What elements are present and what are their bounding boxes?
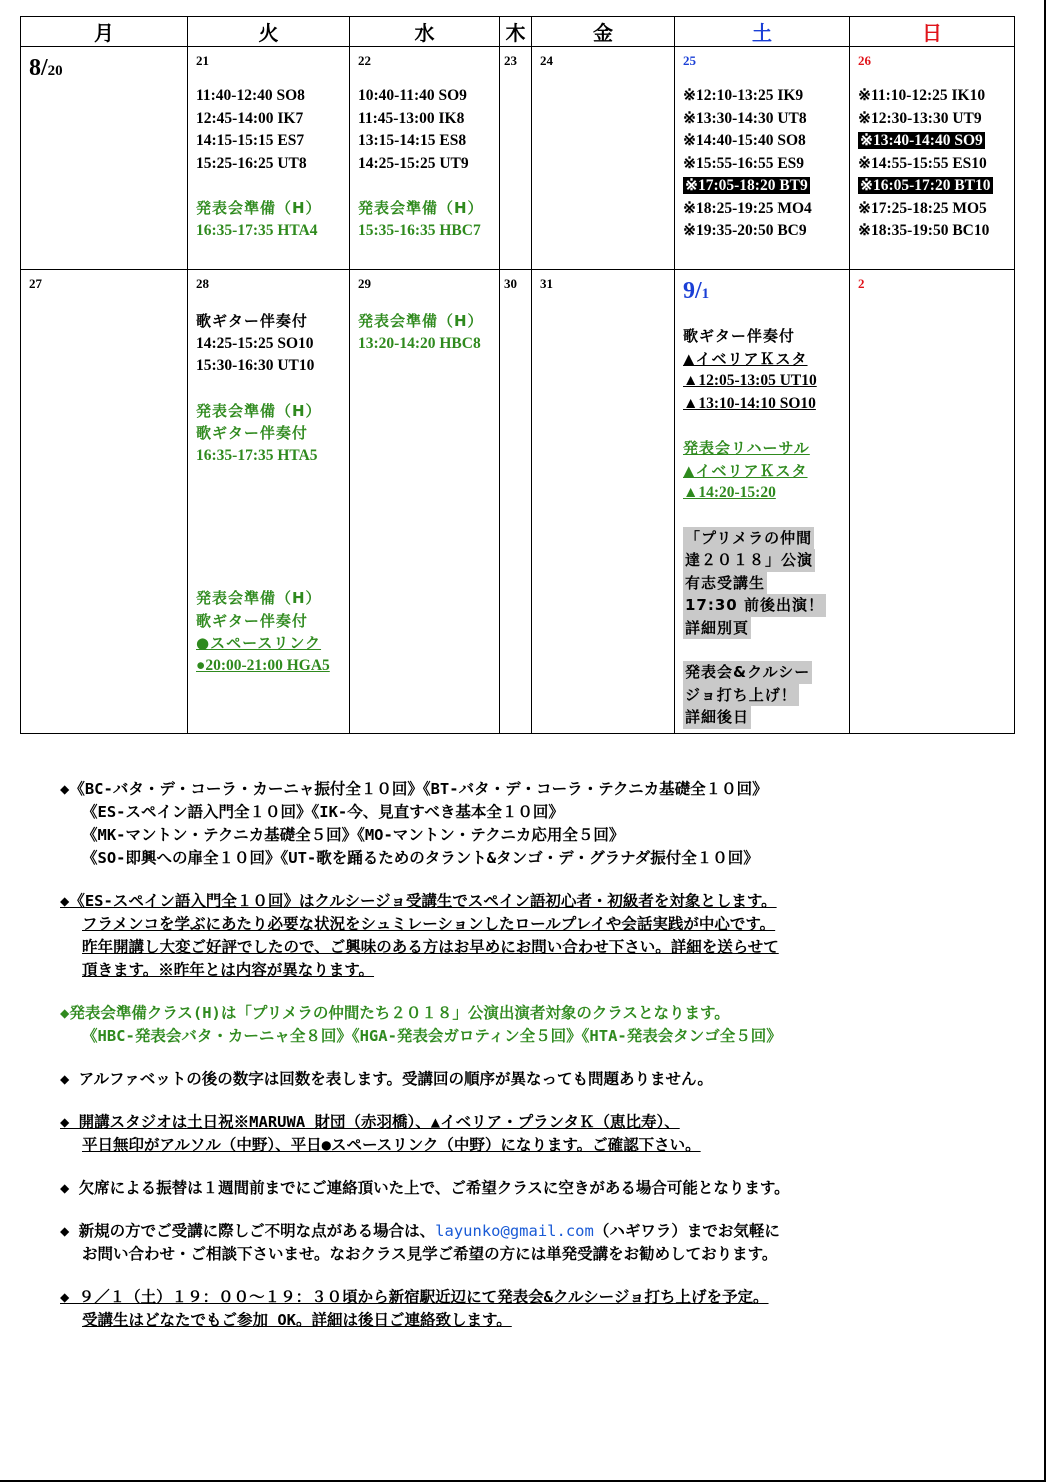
class-slot: 15:30-16:30 UT10 bbox=[196, 357, 315, 374]
day-cell-sep1 bbox=[675, 270, 850, 734]
day-number: 30 bbox=[504, 276, 517, 291]
class-slot: 12:45-14:00 IK7 bbox=[196, 109, 304, 127]
class-slot: ※17:25-18:25 MO5 bbox=[858, 199, 987, 217]
day-cell-aug25 bbox=[675, 47, 850, 270]
schedule-calendar bbox=[20, 16, 1015, 734]
note-makeup-classes: ◆ 欠席による振替は１週間前までにご連絡頂いた上で、ご希望クラスに空きがある場合可能となります。 bbox=[60, 1179, 790, 1197]
recital-prep-slot: 15:35-16:35 HBC7 bbox=[358, 221, 481, 239]
class-slot-highlighted: ※17:05-18:20 BT9 bbox=[685, 177, 808, 194]
class-slot: ※12:10-13:25 IK9 bbox=[683, 87, 804, 104]
header-wed: 水 bbox=[350, 17, 500, 47]
month-date-label: 8/20 bbox=[29, 55, 63, 81]
month-date-label: 9/1 bbox=[683, 278, 710, 304]
note-class-codes: ◆《BC-バタ・デ・コーラ・カーニャ振付全１０回》《BT-バタ・デ・コーラ・テクニカ基礎全１０回》 《ES-スペイン語入門全１０回》《IK-今、見直すべき基本全１０回》 《MK-マントン・テクニカ基礎全５回》《MO-マントン・テクニカ応用全５回》 《SO-即興への扉全１０回》《UT-歌を踊るためのタラント&タンゴ・デ・グラナダ振付全１０回》 bbox=[60, 780, 768, 867]
rehearsal-slot: ▲14:20-15:20 bbox=[683, 484, 776, 501]
day-number: 22 bbox=[358, 53, 371, 68]
class-slot: ※18:25-19:25 MO4 bbox=[683, 199, 812, 217]
notes-section bbox=[60, 778, 1020, 1352]
class-slot: 10:40-11:40 SO9 bbox=[358, 87, 467, 104]
recital-prep-title: 発表会準備（H） bbox=[196, 401, 322, 420]
studio-label: ▲イベリアＫスタ bbox=[683, 349, 808, 368]
guitar-accompaniment-label: 歌ギター伴奏付 bbox=[196, 424, 308, 442]
class-slot: 11:45-13:00 IK8 bbox=[358, 109, 465, 127]
recital-prep-slot: 16:35-17:35 HTA5 bbox=[196, 446, 318, 464]
class-slot: ▲12:05-13:05 UT10 bbox=[683, 372, 817, 389]
day-cell-aug28 bbox=[188, 270, 350, 734]
day-number: 24 bbox=[540, 53, 553, 68]
weekday-header-row bbox=[21, 17, 1015, 47]
note-spanish-class: ◆《ES-スペイン語入門全１０回》はクルシージョ受講生でスペイン語初心者・初級者を対象とします。 フラメンコを学ぶにあたり必要な状況をシュミレーションしたロールプレイや会話実践が中心です。 昨年開講し大変ご好評でしたので、ご興味のある方はお早めにお問い合わせ下さい。詳細を送らせて 頂きます。※昨年とは内容が異なります。 bbox=[60, 892, 779, 979]
note-contact: ◆ 新規の方でご受講に際しご不明な点がある場合は、layunko@gmail.com（ハギワラ）までお気軽に お問い合わせ・ご相談下さいませ。なおクラス見学ご希望の方には単発受講をお勧めしております。 bbox=[60, 1222, 780, 1263]
recital-prep-title: 発表会準備（H） bbox=[358, 199, 484, 217]
class-slot: ※14:40-15:40 SO8 bbox=[683, 132, 806, 149]
guitar-accompaniment-label: 歌ギター伴奏付 bbox=[196, 611, 308, 630]
class-slot: 13:15-14:15 ES8 bbox=[358, 132, 467, 149]
party-notice-box: 発表会&クルシー ジョ打ち上げ！ 詳細後日 bbox=[683, 661, 843, 729]
day-cell-aug22 bbox=[350, 47, 500, 270]
day-number: 31 bbox=[540, 276, 553, 291]
recital-prep-slot: 13:20-14:20 HBC8 bbox=[358, 334, 481, 352]
rehearsal-title: 発表会リハーサル bbox=[683, 439, 810, 457]
header-tue: 火 bbox=[188, 17, 350, 47]
day-number: 21 bbox=[196, 53, 209, 68]
day-cell-aug29 bbox=[350, 270, 500, 734]
day-number: 23 bbox=[504, 53, 517, 68]
header-sun: 日 bbox=[850, 17, 1015, 47]
recital-prep-title: 発表会準備（H） bbox=[358, 312, 484, 330]
class-slot: ※13:30-14:30 UT8 bbox=[683, 109, 807, 127]
day-cell-aug27 bbox=[21, 270, 188, 734]
week-row-2 bbox=[21, 270, 1015, 734]
class-slot-highlighted: ※13:40-14:40 SO9 bbox=[860, 132, 983, 149]
day-cell-aug24 bbox=[532, 47, 675, 270]
day-cell-aug20 bbox=[21, 47, 188, 270]
day-number: 28 bbox=[196, 276, 209, 291]
class-slot-highlighted: ※16:05-17:20 BT10 bbox=[860, 177, 991, 194]
contact-email-link[interactable]: layunko@gmail.com bbox=[435, 1222, 594, 1240]
recital-prep-slot: ●20:00-21:00 HGA5 bbox=[196, 656, 330, 674]
class-slot: ※14:55-15:55 ES10 bbox=[858, 154, 987, 172]
class-slot: ※15:55-16:55 ES9 bbox=[683, 154, 805, 172]
studio-label: ●スペースリンク bbox=[196, 634, 322, 652]
recital-prep-title: 発表会準備（H） bbox=[196, 199, 322, 217]
recital-prep-slot: 16:35-17:35 HTA4 bbox=[196, 221, 318, 239]
class-slot: ※19:35-20:50 BC9 bbox=[683, 222, 807, 239]
header-sat: 土 bbox=[675, 17, 850, 47]
header-thu: 木 bbox=[500, 17, 532, 47]
note-numbering: ◆ アルファベットの後の数字は回数を表します。受講回の順序が異なっても問題ありません。 bbox=[60, 1070, 713, 1088]
class-slot: 11:40-12:40 SO8 bbox=[196, 87, 305, 104]
day-cell-aug23 bbox=[500, 47, 532, 270]
class-slot: 14:25-15:25 UT9 bbox=[358, 154, 469, 172]
performance-notice-box: 「プリメラの仲間 達２０１８」公演 有志受講生 17:30 前後出演！ 詳細別頁 bbox=[683, 527, 843, 640]
studio-label: ▲イベリアＫスタ bbox=[683, 461, 808, 480]
day-number: 25 bbox=[683, 53, 696, 68]
recital-prep-title: 発表会準備（H） bbox=[196, 589, 322, 607]
note-recital-prep: ◆発表会準備クラス(H)は「プリメラの仲間たち２０１８」公演出演者対象のクラスとなります。 《HBC-発表会バタ・カーニャ全８回》《HGA-発表会ガロティン全５回》《HTA-発表会タンゴ全５回》 bbox=[60, 1004, 782, 1045]
note-studios: ◆ 開講スタジオは土日祝※MARUWA 財団（赤羽橋）、▲イベリア・プランタＫ（恵比寿）、 平日無印がアルソル（中野）、平日●スペースリンク（中野）になります。ご確認下さい。 bbox=[60, 1113, 701, 1154]
day-number: 26 bbox=[858, 53, 871, 68]
header-mon: 月 bbox=[21, 17, 188, 47]
day-cell-aug26 bbox=[850, 47, 1015, 270]
class-slot: 15:25-16:25 UT8 bbox=[196, 154, 307, 172]
class-slot: ▲13:10-14:10 SO10 bbox=[683, 394, 816, 412]
day-number: 27 bbox=[29, 276, 42, 291]
class-slot: ※11:10-12:25 IK10 bbox=[858, 87, 986, 104]
day-number: 2 bbox=[858, 276, 865, 291]
guitar-accompaniment-label: 歌ギター伴奏付 bbox=[683, 327, 795, 345]
week-row-1 bbox=[21, 47, 1015, 270]
header-fri: 金 bbox=[532, 17, 675, 47]
day-cell-aug30 bbox=[500, 270, 532, 734]
day-cell-sep2 bbox=[850, 270, 1015, 734]
class-slot: 14:15-15:15 ES7 bbox=[196, 132, 305, 149]
class-slot: ※12:30-13:30 UT9 bbox=[858, 109, 982, 127]
day-cell-aug31 bbox=[532, 270, 675, 734]
guitar-accompaniment-label: 歌ギター伴奏付 bbox=[196, 312, 308, 330]
class-slot: 14:25-15:25 SO10 bbox=[196, 334, 314, 352]
class-slot: ※18:35-19:50 BC10 bbox=[858, 222, 990, 239]
day-number: 29 bbox=[358, 276, 371, 291]
day-cell-aug21 bbox=[188, 47, 350, 270]
note-party: ◆ ９／１（土）１９：００～１９：３０頃から新宿駅近辺にて発表会&クルシージョ打ち上げを予定。 受講生はどなたでもご参加 OK。詳細は後日ご連絡致します。 bbox=[60, 1288, 769, 1329]
